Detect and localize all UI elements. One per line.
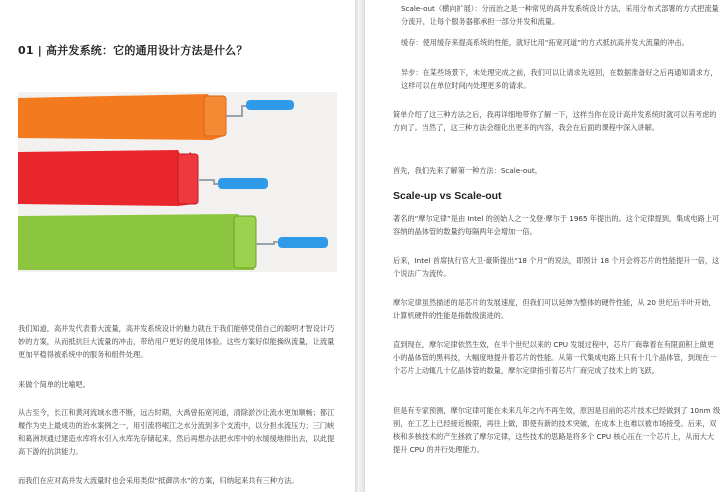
- paragraph: 摩尔定律虽然描述的是芯片的发展速度，但我们可以延伸为整体的硬件性能，从 20 世纪后半叶开始，计算机硬件的性能是指数级演进的。: [393, 298, 716, 320]
- paragraph: 而我们在应对高并发大流量时也会采用类似“抵御洪水”的方案，归纳起来共有三种方法。: [18, 476, 299, 485]
- paint-rollers-image: [18, 92, 337, 272]
- paragraph: 著名的“摩尔定律”是由 Intel 的创始人之一戈登·摩尔于 1965 年提出的。这个定律提到，集成电路上可容纳的晶体管的数量约每隔两年会增加一倍。: [393, 214, 720, 236]
- paragraph: 从古至今，长江和黄河流域水患不断，远古时期，大禹曾拓宽河道，清除淤沙让流水更加顺畅；都江堰作为史上最成功的治水案例之一，用引流将岷江之水分流到多个支流中，以分担水流压力；三门峡和葛洲坝通过建造水库将水引入水库先存储起来，然后再想办法把水库中的水缓缓地排出去，以此提高下游的抗洪能力。: [18, 408, 335, 456]
- right-page: [364, 0, 720, 492]
- paint-rollers-illustration: [18, 92, 337, 272]
- book-gutter: [355, 0, 364, 492]
- method-async: 异步：在某些场景下，未处理完成之前，我们可以让请求先返回，在数据准备好之后再通知请求方，这样可以在单位时间内处理更多的请求。: [401, 68, 718, 90]
- paragraph: 来做个简单的比喻吧。: [18, 380, 90, 389]
- paragraph: 首先，我们先来了解第一种方法：Scale-out。: [393, 166, 542, 175]
- paragraph: 后来，Intel 首席执行官大卫·豪斯提出“18 个月”的说法，即预计 18 个月会将芯片的性能提升一倍，这个说法广为流传。: [393, 256, 720, 278]
- page-title: 01 | 高并发系统：它的通用设计方法是什么？: [18, 44, 248, 57]
- paragraph: 简单介绍了这三种方法之后，我再详细地带你了解一下，这样当你在设计高并发系统时就可以有考虑的方向了。当然了，这三种方法会细化出更多的内容，我会在后面的课程中深入讲解。: [393, 110, 717, 132]
- section-heading: Scale-up vs Scale-out: [393, 190, 502, 202]
- paragraph: 直到现在，摩尔定律依然生效，在半个世纪以来的 CPU 发展过程中，芯片厂商靠着在有限面积上做更小的晶体管的黑科技，大幅度地提升着芯片的性能。从第一代集成电路上只有十几个晶体管，到现在一个芯片上动辄几十亿晶体管的数量，摩尔定律指引着芯片厂商完成了技术上的飞跃。: [393, 340, 717, 375]
- method-cache: 缓存：使用缓存来提高系统的性能，就好比用“拓宽河道”的方式抵抗高并发大流量的冲击。: [401, 38, 689, 47]
- left-page: [0, 0, 355, 492]
- paragraph: 我们知道，高并发代表着大流量，高并发系统设计的魅力就在于我们能够凭借自己的聪明才智设计巧妙的方案，从而抵抗巨大流量的冲击，带给用户更好的使用体验。这些方案好似能操纵流量，让流量更加平稳得被系统中的服务和组件处理。: [18, 324, 335, 359]
- paragraph: 但是有专家预测，摩尔定律可能在未来几年之内不再生效，原因是目前的芯片技术已经做到了 10nm 级别，在工艺上已经接近极限，再往上做，即使有新的技术突破，在成本上也难以被市场接受。后来，双核和多核技术的产生拯救了摩尔定律，这些技术的思路是将多个 CPU 核心压在一个芯片上，从而大大提升 CPU 的并行处理能力。: [393, 406, 720, 454]
- method-scale-out: Scale-out（横向扩展）：分而治之是一种常见的高并发系统设计方法，采用分布式部署的方式把流量分流开，让每个服务器都承担一部分并发和流量。: [401, 4, 719, 26]
